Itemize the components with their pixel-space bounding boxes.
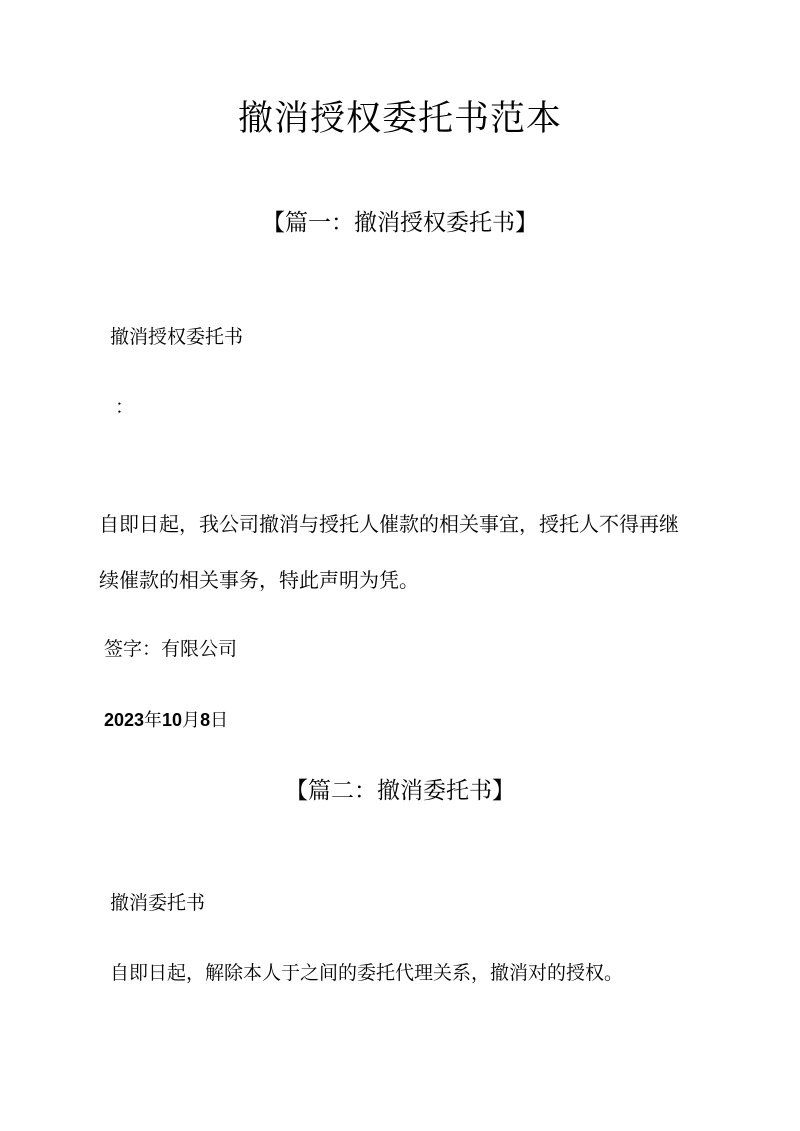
section-1-signature: 签字：有限公司 xyxy=(104,638,238,660)
section-1-body-line-2: 续催款的相关事务，特此声明为凭。 xyxy=(99,568,419,592)
section-2-subtitle: 撤消委托书 xyxy=(110,892,206,914)
section-1-date xyxy=(104,711,228,730)
date-month-unit: 月 xyxy=(182,710,201,731)
section-1-heading: 【篇一：撤消授权委托书】 xyxy=(262,210,538,236)
document-title: 撤消授权委托书范本 xyxy=(237,99,562,139)
section-1-body-line-1: 自即日起，我公司撤消与授托人催款的相关事宜，授托人不得再继 xyxy=(99,512,679,536)
date-day-unit: 日 xyxy=(210,710,229,731)
date-day: 8 xyxy=(200,710,211,730)
section-1-subtitle: 撤消授权委托书 xyxy=(110,326,244,348)
section-2-body-line-1: 自即日起，解除本人于之间的委托代理关系，撤消对的授权。 xyxy=(110,962,624,984)
date-year-unit: 年 xyxy=(144,710,163,731)
section-1-addressee: ： xyxy=(115,396,135,418)
section-2-heading: 【篇二：撤消委托书】 xyxy=(285,778,515,804)
date-year: 2023 xyxy=(104,710,145,730)
date-month: 10 xyxy=(162,710,183,730)
